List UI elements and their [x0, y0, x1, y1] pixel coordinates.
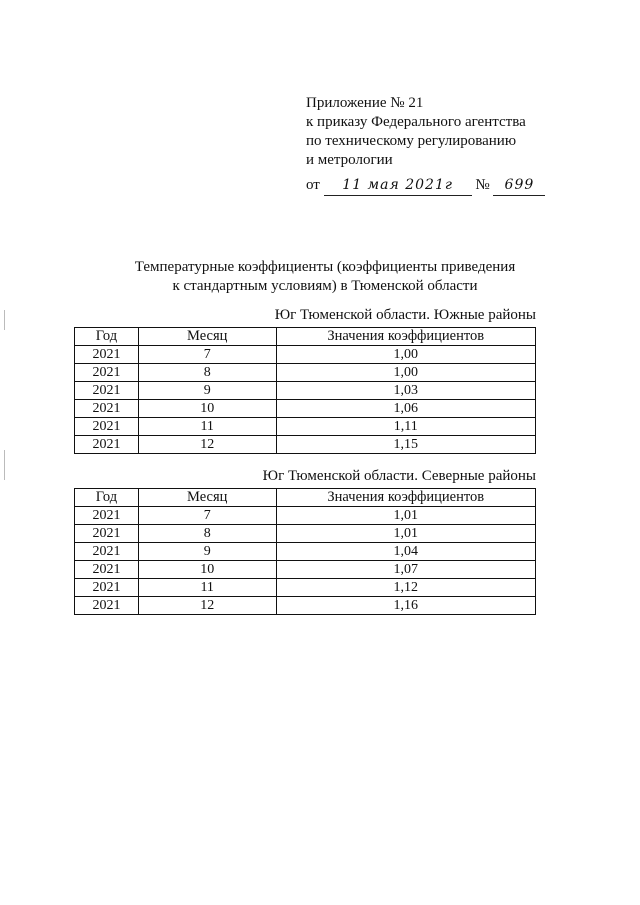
cell-month: 10 [138, 400, 276, 418]
cell-month: 8 [138, 525, 276, 543]
coefficients-table-north [74, 488, 536, 615]
cell-month: 11 [138, 579, 276, 597]
table-row [75, 436, 536, 454]
table-header-row [75, 328, 536, 346]
coefficients-table-south [74, 327, 536, 454]
appendix-header [306, 94, 606, 196]
header-line-2: к приказу Федерального агентства [306, 114, 526, 130]
handwritten-date: 11 мая 2021г [324, 176, 472, 196]
table-row [75, 579, 536, 597]
header-line-1: Приложение № 21 [306, 95, 424, 111]
cell-value: 1,16 [276, 597, 535, 615]
table-row [75, 400, 536, 418]
table-row [75, 561, 536, 579]
header-line-3: по техническому регулированию [306, 133, 517, 149]
cell-year: 2021 [75, 561, 139, 579]
cell-value: 1,12 [276, 579, 535, 597]
cell-value: 1,01 [276, 525, 535, 543]
column-header-values: Значения коэффициентов [276, 489, 535, 507]
table-row [75, 418, 536, 436]
cell-month: 10 [138, 561, 276, 579]
cell-value: 1,01 [276, 507, 535, 525]
column-header-year: Год [75, 489, 139, 507]
cell-year: 2021 [75, 436, 139, 454]
cell-value: 1,06 [276, 400, 535, 418]
table-row [75, 382, 536, 400]
cell-year: 2021 [75, 382, 139, 400]
cell-year: 2021 [75, 597, 139, 615]
table-header-row [75, 489, 536, 507]
table-row [75, 525, 536, 543]
table-row [75, 507, 536, 525]
column-header-month: Месяц [138, 489, 276, 507]
scan-artifact [4, 310, 5, 330]
title-line-1: Температурные коэффициенты (коэффициенты приведения [134, 259, 516, 275]
cell-value: 1,07 [276, 561, 535, 579]
cell-year: 2021 [75, 543, 139, 561]
table-row [75, 364, 536, 382]
cell-month: 9 [138, 382, 276, 400]
cell-month: 12 [138, 597, 276, 615]
table-caption-south: Юг Тюменской области. Южные районы [274, 307, 536, 323]
cell-value: 1,04 [276, 543, 535, 561]
cell-year: 2021 [75, 579, 139, 597]
scan-artifact [4, 450, 5, 480]
cell-year: 2021 [75, 346, 139, 364]
cell-value: 1,15 [276, 436, 535, 454]
cell-year: 2021 [75, 525, 139, 543]
cell-month: 8 [138, 364, 276, 382]
table-row [75, 543, 536, 561]
table-caption-north: Юг Тюменской области. Северные районы [262, 468, 536, 484]
cell-year: 2021 [75, 364, 139, 382]
handwritten-number: 699 [493, 176, 545, 196]
cell-value: 1,00 [276, 364, 535, 382]
cell-month: 7 [138, 346, 276, 364]
cell-month: 9 [138, 543, 276, 561]
table-row [75, 597, 536, 615]
cell-year: 2021 [75, 418, 139, 436]
table-row [75, 346, 536, 364]
cell-month: 11 [138, 418, 276, 436]
number-label: № [475, 177, 490, 193]
document-title [60, 258, 590, 296]
cell-value: 1,00 [276, 346, 535, 364]
cell-year: 2021 [75, 507, 139, 525]
cell-month: 12 [138, 436, 276, 454]
cell-year: 2021 [75, 400, 139, 418]
title-line-2: к стандартным условиям) в Тюменской области [172, 278, 478, 294]
header-line-4: и метрологии [306, 152, 393, 168]
cell-month: 7 [138, 507, 276, 525]
cell-value: 1,03 [276, 382, 535, 400]
cell-value: 1,11 [276, 418, 535, 436]
order-date-number [306, 176, 606, 196]
from-label: от [306, 177, 320, 193]
column-header-month: Месяц [138, 328, 276, 346]
column-header-year: Год [75, 328, 139, 346]
column-header-values: Значения коэффициентов [276, 328, 535, 346]
